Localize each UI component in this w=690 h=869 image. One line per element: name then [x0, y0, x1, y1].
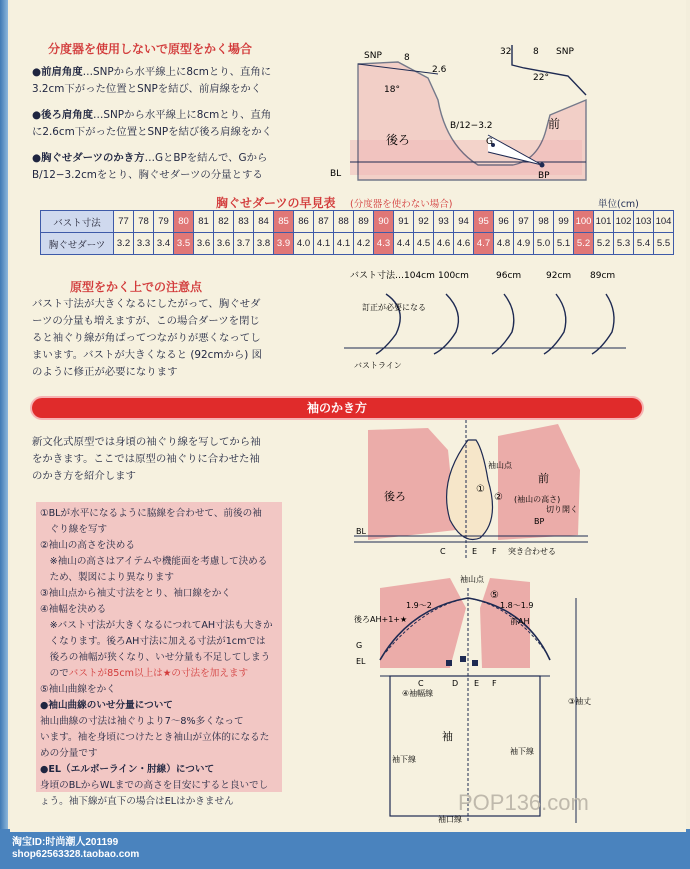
dart-value-cell: 5.3: [614, 233, 634, 255]
row-header: バスト寸法: [41, 211, 114, 233]
step-line: ため、製図により異なります: [40, 572, 174, 583]
dart-value-cell: 5.2: [594, 233, 614, 255]
angle-right-label: 22°: [533, 73, 549, 83]
bust-size-cell: 90: [374, 211, 394, 233]
n8-left-label: 8: [404, 53, 410, 63]
bust-size-cell: 86: [294, 211, 314, 233]
notes-line: バスト寸法が大きくなるにしたがって、胸ぐせダ: [32, 298, 261, 310]
notes-body: [32, 296, 332, 381]
dart-value-cell: 4.5: [414, 233, 434, 255]
bodice-pattern-diagram: [328, 40, 596, 190]
dart-value-cell: 3.6: [194, 233, 214, 255]
step-line: ※袖山の高さはアイテムや機能面を考慮して決める: [40, 556, 268, 567]
intro-line: 新文化式原型では身頃の袖ぐり線を写してから袖: [32, 436, 261, 448]
dart-value-cell: 4.3: [374, 233, 394, 255]
bust-size-cell: 97: [514, 211, 534, 233]
bust-size-cell: 91: [394, 211, 414, 233]
item-head: ●前肩角度: [32, 66, 83, 78]
bust-size-cell: 87: [314, 211, 334, 233]
bl-label: BL: [356, 527, 366, 536]
el-label: EL: [356, 657, 366, 666]
bust-size-cell: 94: [454, 211, 474, 233]
intro-line: をかきます。ここでは原型の袖ぐりに合わせた袖: [32, 453, 260, 465]
item-line: B/12−3.2cmをとり、胸ぐせダーツの分量とする: [32, 169, 263, 181]
footer-line-1: 淘宝ID:时尚潮人201199: [12, 837, 119, 848]
bust-size-cell: 103: [634, 211, 654, 233]
dart-value-cell: 4.7: [474, 233, 494, 255]
step-line: ④袖幅を決める: [40, 604, 107, 615]
armhole-diagram: [348, 420, 598, 565]
cuff-label: 袖口線: [438, 815, 462, 824]
left-frame: [0, 0, 8, 869]
n1-label: ①: [476, 484, 485, 495]
match-label: 突き合わせる: [508, 547, 556, 556]
step-line: 後ろの袖幅が狭くなり、いせ分量も不足してしまう: [40, 652, 271, 663]
top-section-title: 分度器を使用しないで原型をかく場合: [48, 42, 253, 56]
document-page: [10, 0, 686, 832]
n32-label: 32: [500, 47, 512, 57]
item-line: …GとBPを結んで、Gから: [144, 152, 268, 164]
dart-value-cell: 3.4: [154, 233, 174, 255]
dart-value-cell: 4.1: [314, 233, 334, 255]
bust-size-cell: 101: [594, 211, 614, 233]
top-section-items: [32, 64, 322, 184]
notes-line: ーツの分量も増えますが、この場合ダーツを閉じ: [32, 315, 260, 327]
bustline-label: バストライン: [354, 361, 402, 370]
correction-label: 訂正が必要になる: [362, 303, 426, 312]
ease-line: 袖山曲線の寸法は袖ぐりより7〜8%多くなって: [40, 716, 244, 727]
bust-size-cell: 98: [534, 211, 554, 233]
dart-value-cell: 3.2: [114, 233, 134, 255]
dart-value-cell: 5.1: [554, 233, 574, 255]
c-label: C: [440, 547, 446, 556]
dart-value-cell: 4.1: [334, 233, 354, 255]
bust-size-cell: 89: [354, 211, 374, 233]
n5-label: ⑤: [490, 590, 499, 601]
item-line: に2.6cm下がった位置とSNPを結び後ろ肩線をかく: [32, 126, 273, 138]
back-ah-label: 後ろAH+1+★: [354, 615, 408, 624]
dart-value-cell: 3.6: [214, 233, 234, 255]
step-line: ⑤袖山曲線をかく: [40, 684, 116, 695]
bust-size-cell: 79: [154, 211, 174, 233]
item-head: ●胸ぐせダーツのかき方: [32, 152, 145, 164]
snp-right-label: SNP: [556, 47, 574, 57]
angle-left-label: 18°: [384, 85, 400, 95]
bust-note-red: バストが85cm以上は★の寸法を加えます: [68, 668, 249, 679]
item-line: 3.2cm下がった位置とSNPを結び、前肩線をかく: [32, 83, 262, 95]
front-label: 前: [538, 472, 549, 485]
back-label: 後ろ: [384, 490, 406, 503]
bust-size-label: 96cm: [496, 271, 522, 281]
bust-size-cell: 81: [194, 211, 214, 233]
ease-line: います。袖を身頃につけたとき袖山が立体的になるた: [40, 732, 270, 743]
step-line: ①BLが水平になるように脇線を合わせて、前後の袖: [40, 508, 262, 519]
item-line: …SNPから水平線上に8cmとり、直角に: [82, 66, 272, 78]
intro-line: のかき方を紹介します: [32, 470, 136, 482]
dart-value-cell: 3.9: [274, 233, 294, 255]
bust-dart-table: [40, 210, 674, 255]
notes-line: ると袖ぐり線が角ばってつながりが悪くなってし: [32, 332, 261, 344]
dart-value-cell: 5.0: [534, 233, 554, 255]
step-line: ぐり線を写す: [40, 524, 108, 535]
e-label: E: [472, 547, 478, 556]
el-heading: ●EL（エルボーライン・肘線）について: [40, 764, 215, 775]
dart-value-cell: 5.5: [654, 233, 674, 255]
bust-size-cell: 85: [274, 211, 294, 233]
ease-line: めの分量です: [40, 748, 98, 759]
footer-line-2: shop62563328.taobao.com: [12, 849, 140, 860]
step-line: くなります。後ろAH寸法に加える寸法が1cmでは: [40, 636, 266, 647]
table-title: 胸ぐせダーツの早見表: [216, 196, 336, 210]
dart-value-cell: 3.5: [174, 233, 194, 255]
item-back-shoulder: [32, 107, 322, 141]
bust-size-cell: 93: [434, 211, 454, 233]
underarm-left-label: 袖下線: [392, 755, 416, 764]
f-label: F: [492, 679, 497, 688]
item-head: ●後ろ肩角度: [32, 109, 94, 121]
g-label: G: [486, 137, 493, 147]
bust-header: バスト寸法…104cm: [350, 271, 435, 281]
bust-size-cell: 78: [134, 211, 154, 233]
dart-value-cell: 4.6: [434, 233, 454, 255]
bust-size-cell: 102: [614, 211, 634, 233]
sleeve-top-label: 袖山点: [488, 461, 512, 470]
step-line: ③袖山点から袖丈寸法をとり、袖口線をかく: [40, 588, 231, 599]
sleeve-height-label: (袖山の高さ): [514, 495, 561, 504]
bust-size-cell: 96: [494, 211, 514, 233]
formula-label: B/12−3.2: [450, 121, 493, 131]
item-front-shoulder: [32, 64, 322, 98]
sleeve-section-bar: [32, 398, 642, 418]
b18-left-label: 1.9〜2: [406, 601, 432, 610]
ease-heading: ●袖山曲線のいせ分量について: [40, 700, 173, 711]
steps-list: [40, 506, 286, 810]
bust-size-cell: 95: [474, 211, 494, 233]
dart-value-cell: 4.9: [514, 233, 534, 255]
b18-right-label: 1.8〜1.9: [500, 601, 534, 610]
bust-dart-table-wrap: [40, 210, 674, 255]
dart-value-cell: 4.8: [494, 233, 514, 255]
step-line: ので: [40, 668, 69, 679]
bp-label: BP: [534, 517, 545, 526]
sleeve-intro: [32, 434, 292, 485]
bust-size-label: 89cm: [590, 271, 616, 281]
dart-value-cell: 4.4: [394, 233, 414, 255]
dart-value-cell: 3.3: [134, 233, 154, 255]
g-label: G: [356, 641, 363, 650]
el-line: 身頃のBLからWLまでの高さを目安にすると良いでし: [40, 780, 269, 791]
underarm-right-label: 袖下線: [510, 747, 534, 756]
table-unit: 単位(cm): [598, 199, 639, 210]
bust-size-cell: 104: [654, 211, 674, 233]
e-label: E: [474, 679, 480, 688]
table-subtitle: (分度器を使わない場合): [350, 199, 453, 210]
width-label: ④袖幅線: [402, 689, 434, 698]
notes-title: 原型をかく上での注意点: [70, 280, 203, 294]
row-header: 胸ぐせダーツ: [41, 233, 114, 255]
dart-value-cell: 4.2: [354, 233, 374, 255]
watermark: POP136.com: [458, 790, 589, 815]
bust-size-cell: 88: [334, 211, 354, 233]
dart-value-cell: 5.4: [634, 233, 654, 255]
bust-size-cell: 99: [554, 211, 574, 233]
n26-label: 2.6: [432, 65, 447, 75]
n8-right-label: 8: [533, 47, 539, 57]
fold-label: 切り開く: [546, 505, 578, 514]
bust-size-cell: 100: [574, 211, 594, 233]
dart-value-cell: 5.2: [574, 233, 594, 255]
bust-size-cell: 92: [414, 211, 434, 233]
sleeve-label: 袖: [442, 730, 453, 743]
item-bust-dart: [32, 150, 322, 184]
d-label: D: [452, 679, 459, 688]
front-ah-label: 前AH: [510, 617, 530, 626]
bust-size-cell: 77: [114, 211, 134, 233]
bust-size-cell: 82: [214, 211, 234, 233]
bust-size-label: 100cm: [438, 271, 469, 281]
n2-label: ②: [494, 492, 503, 503]
bust-size-cell: 80: [174, 211, 194, 233]
snp-left-label: SNP: [364, 51, 382, 61]
dart-value-cell: 4.6: [454, 233, 474, 255]
f-label: F: [492, 547, 497, 556]
bp-label: BP: [538, 171, 550, 181]
dart-value-cell: 3.8: [254, 233, 274, 255]
back-label: 後ろ: [386, 133, 411, 147]
notes-line: まいます。バストが大きくなると (92cmから) 図: [32, 349, 262, 361]
sleeve-section-title: 袖のかき方: [306, 401, 367, 415]
c-label: C: [418, 679, 424, 688]
step-line: ※バスト寸法が大きくなるにつれてAH寸法も大きか: [40, 620, 273, 631]
length-label: ③袖丈: [568, 697, 592, 706]
item-line: …SNPから水平線上に8cmとり、直角: [93, 109, 272, 121]
bust-size-cell: 84: [254, 211, 274, 233]
el-line: ょう。袖下線が直下の場合はELはかきません: [40, 796, 234, 807]
front-label: 前: [548, 117, 561, 131]
bust-size-cell: 83: [234, 211, 254, 233]
step-line: ②袖山の高さを決める: [40, 540, 135, 551]
dart-value-cell: 3.7: [234, 233, 254, 255]
bl-label: BL: [330, 169, 342, 179]
dart-value-cell: 4.0: [294, 233, 314, 255]
bust-correction-diagram: [336, 264, 636, 388]
bust-size-label: 92cm: [546, 271, 572, 281]
notes-line: のように修正が必要になります: [32, 366, 178, 378]
sleeve-top-label: 袖山点: [460, 575, 484, 584]
